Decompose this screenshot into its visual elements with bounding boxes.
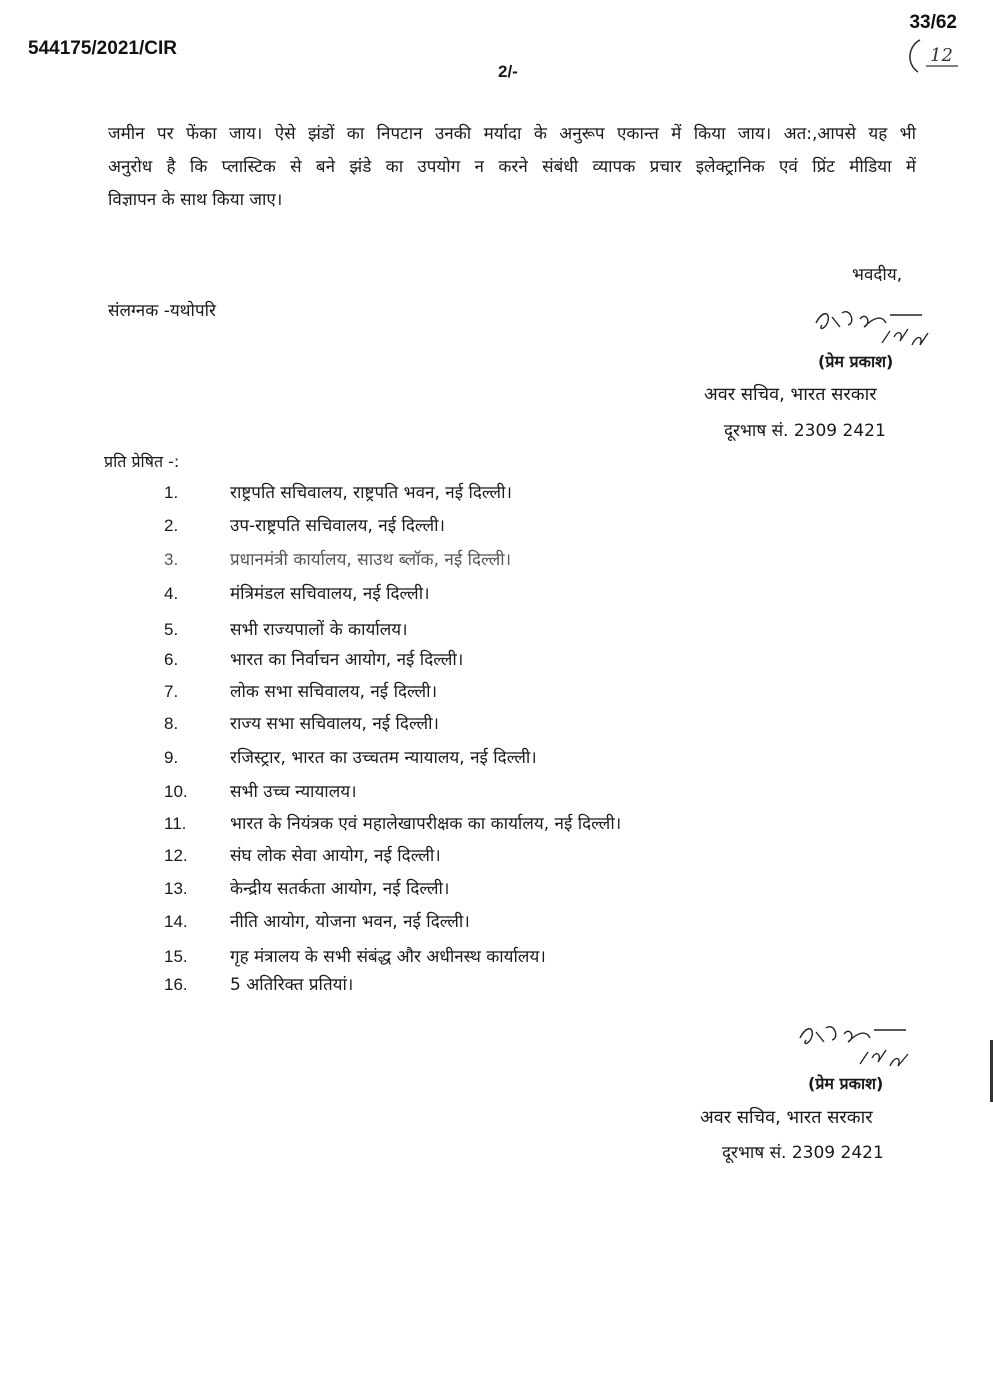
- list-item: 7. लोक सभा सचिवालय, नई दिल्ली।: [164, 682, 438, 702]
- list-item: 10. सभी उच्च न्यायालय।: [164, 782, 357, 802]
- paragraph-line: विज्ञापन के साथ किया जाए।: [108, 190, 283, 210]
- list-item: 1. राष्ट्रपति सचिवालय, राष्ट्रपति भवन, नई दिल्ली।: [164, 483, 512, 503]
- list-item: 13. केन्द्रीय सतर्कता आयोग, नई दिल्ली।: [164, 879, 450, 899]
- svg-text:12: 12: [930, 45, 953, 66]
- closing-salutation: भवदीय,: [852, 265, 903, 285]
- list-item: 3. प्रधानमंत्री कार्यालय, साउथ ब्लॉक, नई दिल्ली।: [164, 550, 512, 570]
- list-item: 9. रजिस्ट्रार, भारत का उच्चतम न्यायालय, नई दिल्ली।: [164, 748, 537, 768]
- list-item: 2. उप-राष्ट्रपति सचिवालय, नई दिल्ली।: [164, 516, 445, 536]
- signatory-designation: अवर सचिव, भारत सरकार: [704, 384, 877, 405]
- list-item: 12. संघ लोक सेवा आयोग, नई दिल्ली।: [164, 846, 441, 866]
- handwritten-margin-note: [904, 34, 962, 78]
- signatory-phone: दूरभाष सं. 2309 2421: [724, 421, 886, 441]
- signatory-phone: दूरभाष सं. 2309 2421: [722, 1143, 884, 1163]
- list-item: 16. 5 अतिरिक्त प्रतियां।: [164, 975, 354, 995]
- list-item: 5. सभी राज्यपालों के कार्यालय।: [164, 620, 408, 640]
- signatory-name: (प्रेम प्रकाश): [818, 352, 894, 371]
- list-item: 11. भारत के नियंत्रक एवं महालेखापरीक्षक का कार्यालय, नई दिल्ली।: [164, 814, 622, 834]
- page-marker: 2/-: [498, 62, 518, 81]
- list-item: 6. भारत का निर्वाचन आयोग, नई दिल्ली।: [164, 650, 464, 670]
- list-item: 15. गृह मंत्रालय के सभी संबंद्ध और अधीनस्थ कार्यालय।: [164, 947, 546, 967]
- signatory-designation: अवर सचिव, भारत सरकार: [700, 1107, 873, 1128]
- handwritten-signature: [794, 1020, 914, 1076]
- paragraph-line: अनुरोध है कि प्लास्टिक से बने झंडे का उपयोग न करने संबंधी व्यापक प्रचार इलेक्ट्रानिक एवं प्रिंट मीडिया में: [108, 157, 916, 177]
- copy-to-heading: प्रति प्रेषित -:: [104, 452, 180, 471]
- signatory-name: (प्रेम प्रकाश): [808, 1074, 884, 1093]
- document-reference-number: 544175/2021/CIR: [28, 38, 177, 59]
- paragraph-line: जमीन पर फेंका जाय। ऐसे झंडों का निपटान उनकी मर्यादा के अनुरूप एकान्त में किया जाय। अत:,आपसे यह भी: [108, 124, 916, 144]
- list-item: 8. राज्य सभा सचिवालय, नई दिल्ली।: [164, 714, 439, 734]
- page-counter: 33/62: [909, 12, 957, 33]
- body-paragraph: [108, 118, 916, 217]
- list-item: 14. नीति आयोग, योजना भवन, नई दिल्ली।: [164, 912, 470, 932]
- list-item: 4. मंत्रिमंडल सचिवालय, नई दिल्ली।: [164, 584, 430, 604]
- enclosure-note: संलग्नक -यथोपरि: [108, 301, 216, 321]
